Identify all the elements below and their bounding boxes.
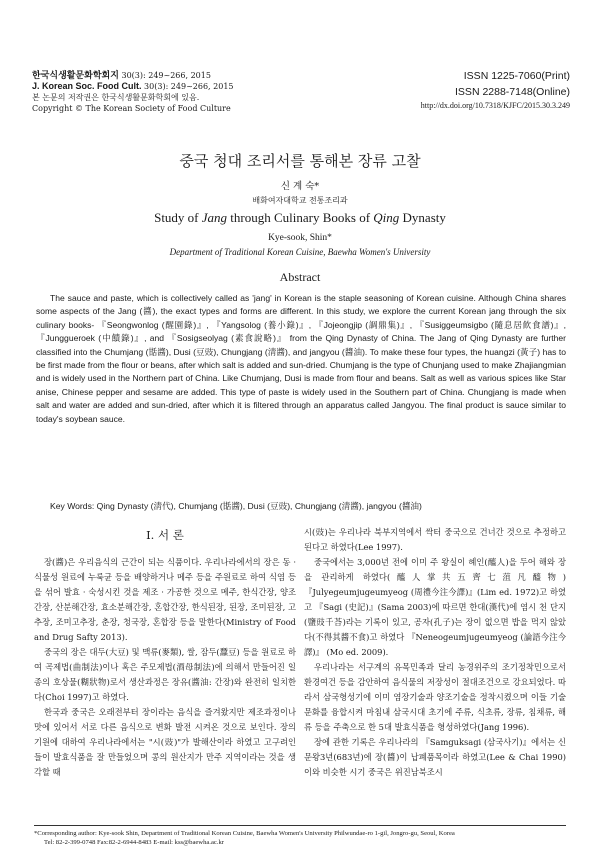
footnote-line: *Corresponding author: Kye-sook Shin, Department of Traditional Korean Cuisine, Baewha Women's University Philwundae-ro 1-gil, Jongro-gu, Seoul, Korea — [34, 830, 455, 837]
doi-link[interactable]: http://dx.doi.org/10.7318/KJFC/2015.30.3.249 — [420, 101, 570, 110]
affiliation-en: Department of Traditional Korean Cuisine, Baewha Women's University — [169, 247, 431, 257]
title-english — [0, 210, 600, 226]
footnote — [34, 829, 566, 847]
author-name-ko: 신 계 숙* — [280, 181, 320, 192]
journal-info — [32, 70, 322, 114]
issn-print: ISSN 1225-7060(Print) — [463, 70, 570, 82]
left-column — [34, 555, 296, 780]
title-en-italic: Qing — [373, 210, 400, 225]
paragraph: 중국에서는 3,000년 전에 이미 주 왕실이 혜인(醯人)을 두어 해와 장을 관리하게 하였다(醯人掌共五齊七菹凡醯物) 『Julyegeumjugeumyeog (周禮今注今譯)』(Lim ed. 1972)고 하였고 『Sagi (史記)』(Sama 2003)에 따르면 한대(漢代)에 염시 천 단지(鹽豉千荅)라는 기록이 있고, 공자(孔子)는 장이 없으면 밥을 먹지 않았다(不得其醬不食)고 하였다 『Neneogeumjugeumyeog (論語今注今譯)』 (Mo ed. 2009). — [304, 557, 566, 657]
title-en-part: through Culinary Books of — [227, 210, 374, 225]
footnote-line: Tel: 82-2-399-0748 Fax:82-2-6944-8483 E-mail: kss@baewha.ac.kr — [44, 839, 224, 846]
abstract-heading: Abstract — [279, 270, 321, 284]
footnote-divider — [34, 825, 566, 826]
keywords — [50, 500, 570, 512]
author-block-en — [0, 231, 600, 259]
issn-block — [421, 68, 570, 111]
copyright-note: 본 논문의 저작권은 한국식생활문화학회에 있음. — [32, 93, 200, 102]
journal-volume-ko: 30(3): 249~266, 2015 — [118, 71, 211, 80]
section-title: Ⅰ. 서 론 — [146, 528, 184, 542]
title-en-part: Dynasty — [399, 210, 446, 225]
title-en-part: Study of — [154, 210, 202, 225]
paragraph: 장에 관한 기록은 우리나라의 『Samguksagi (삼국사기)』에서는 신문왕3년(683년)에 장(醬)이 납폐품목이라 하였고(Lee & Chai 1990) 이와 비슷한 시기 중국은 위진남북조시 — [304, 737, 566, 777]
paragraph: 중국의 장은 대두(大豆) 및 맥류(麥類), 쌀, 잠두(蠶豆) 등을 원료로 하여 곡제법(曲制法)이나 혹은 주모제법(酒母制法)에 의해서 만들어진 일종의 호상물(糊狀物)로서 생산과정은 장유(醬油: 간장)와 완전히 일치한다(Choi 1997)고 하였다. — [34, 647, 296, 702]
journal-volume-en: 30(3): 249~266, 2015 — [141, 82, 234, 91]
title-en-italic: Jang — [201, 210, 228, 225]
paragraph: 시(豉)는 우리나라 북부지역에서 싹터 중국으로 건너간 것으로 추정하고 된다고 하였다(Lee 1997). — [304, 527, 566, 552]
journal-name-ko: 한국식생활문화학회지 — [32, 70, 119, 80]
right-column — [304, 525, 566, 780]
abstract-text: The sauce and paste, which is collectively called as 'jang' in Korean is the staple seasoning of Korean cuisine. Although China shares some aspects of the Jang (醬), the exact types and forms are different. In this study, we explore the current Korean jang through the six culinary books- 『Seongwonlog (醒園錄)』, 『Yangsolog (養小錄)』, 『Jojeongjip (調鼎集)』, 『Susiggeumsigbo (隨息居飮食譜)』, 『Junggueroek (中饋錄)』, and 『Sosigseolyag (素食說略)』 from the Qing Dynasty of China. The Jang of Qing Dynasty are further classified into the Chumjang (甛醬), Dusi (豆豉), Chungjang (淸醬), and jangyou (醬油). To make these four types, the huangzi (黃子) has to be first made from the flour or beans, after which salt is added and sun-dried. Chumjang is the type of Chunjang used to make Zhajiangmian and is widely used in the Northern part of China. Like Chumjang, Dusi is made from flour and beans. Salt as well as various spices like Star anise, Chinese pepper and sesame are added. This type of paste is widely used in the Southern part of China. Chungjang is made when salt and water are added and sun-dried, after which it is filtered through an apparatus called Jangyou. The final product is sauce similar to today's soybean sauce. — [36, 293, 566, 424]
affiliation-ko: 배화여자대학교 전통조리과 — [252, 196, 348, 205]
journal-name-en: J. Korean Soc. Food Cult. — [32, 81, 142, 91]
title-korean: 중국 청대 조리서를 통해본 장류 고찰 — [179, 152, 421, 170]
keywords-list: Qing Dynasty (淸代), Chumjang (甛醬), Dusi (豆豉), Chungjang (淸醬), jangyou (醬油) — [96, 501, 422, 511]
issn-online: ISSN 2288-7148(Online) — [455, 86, 570, 98]
author-name-en: Kye-sook, Shin* — [268, 233, 332, 243]
paragraph: 한국과 중국은 오래전부터 장이라는 음식을 즐겨왔지만 제조과정이나 맛에 있어서 서로 다른 음식으로 변화 발전 시켜온 것으로 보인다. 장의 기원에 대하여 우리나라에서는 "시(豉)"가 발해산이라 하였고 고구려인들이 발효식품을 잘 만들었으며 콩의 원산지가 만주 지역이라는 것을 생각할 때 — [34, 707, 296, 777]
paragraph: 장(醬)은 우리음식의 근간이 되는 식품이다. 우리나라에서의 장은 동 · 식물성 원료에 누룩균 등을 배양하거나 메주 등을 주원료로 하여 식염 등을 섞어 발효 · 숙성시킨 것을 제조 · 가공한 것으로 메주, 한식간장, 양조간장, 산분해간장, 효소분해간장, 혼합간장, 한식된장, 된장, 조미된장, 고추장, 조미고추장, 춘장, 청국장, 혼합장 등을 말한다(Ministry of Food and Drug Safty 2013). — [34, 557, 296, 642]
author-block-ko — [0, 180, 600, 208]
keywords-label: Key Words: — [50, 501, 97, 511]
paragraph: 우리나라는 서구계의 유목민족과 달리 농경위주의 조기정착민으로서 환경여건 등을 감안하여 음식물의 저장성이 절대조건으로 강요되었다. 따라서 삼국형성기에 이미 염장기술과 양조기술을 정착시켰으며 이들 기술 문화를 융합시켜 마침내 삼국시대 초기에 주류, 식초류, 장류, 침채류, 해류 등을 주축으로 한 5대 발효식품을 형성하였다(Jang 1996). — [304, 662, 566, 732]
copyright: Copyright © The Korean Society of Food Culture — [32, 104, 231, 113]
